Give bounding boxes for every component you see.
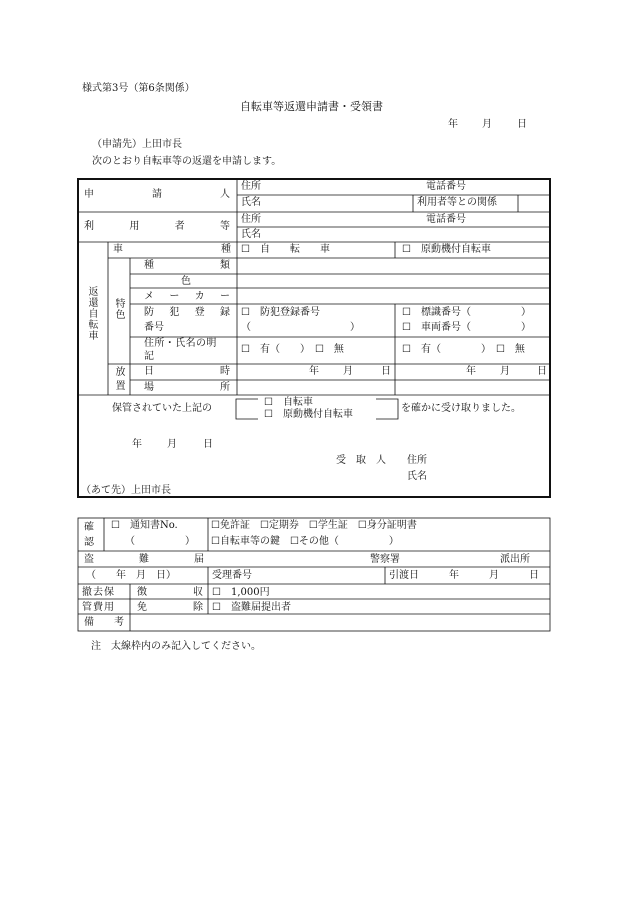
form-title: 自転車等返還申請書・受領書	[240, 100, 383, 113]
docs-line-1[interactable]: ☐免許証 ☐定期券 ☐学生証 ☐身分証明書	[211, 520, 417, 531]
user-name-label: 氏名	[241, 229, 261, 240]
receipt-date-year: 年	[132, 439, 142, 450]
plate-option[interactable]: ☐ 標識番号（ ）	[402, 307, 531, 318]
left-time-month: 月	[500, 366, 510, 377]
exempt-label: 免 除	[137, 602, 203, 613]
receipt-date-day: 日	[203, 439, 213, 450]
applicant-relation-label: 利用者等との関係	[417, 197, 497, 208]
notice-paren: （ ）	[125, 536, 195, 547]
receipt-date-month: 月	[167, 439, 177, 450]
features-label: 特色	[113, 298, 124, 320]
footer-note: 注 太線枠内のみ記入してください。	[91, 641, 261, 652]
left-label: 放置	[113, 366, 124, 394]
remarks-label: 備 考	[84, 617, 124, 628]
left-date-day: 日	[381, 366, 391, 377]
user-label: 利 用 者 等	[84, 221, 230, 232]
form-number: 様式第3号（第6条関係）	[82, 83, 195, 94]
type-label: 種 類	[144, 260, 230, 271]
datetime-label: 日 時	[144, 366, 230, 377]
receiver-address-label: 住所	[407, 455, 427, 466]
fee-label-1: 撤去保	[82, 587, 115, 598]
receiver-label: 受 取 人	[336, 455, 386, 466]
docs-line-2[interactable]: ☐自転車等の鍵 ☐その他（ ）	[211, 536, 399, 547]
left-time-day: 日	[537, 366, 547, 377]
place-label: 場 所	[144, 382, 230, 393]
handover-date: 引渡日 年 月 日	[389, 570, 539, 581]
fee-label-2: 管費用	[82, 602, 115, 613]
collect-label: 徴 収	[137, 587, 203, 598]
owner-option-right[interactable]: ☐ 有（ ） ☐ 無	[402, 344, 525, 355]
crime-reg-paren-open: （	[241, 322, 251, 333]
applicant-address-label: 住所	[241, 181, 261, 192]
receipt-opt-moped[interactable]: ☐ 原動機付自転車	[264, 409, 353, 420]
recipient: （申請先）上田市長	[92, 139, 182, 150]
confirm-label-1: 確	[84, 522, 94, 533]
receipt-opt-bicycle[interactable]: ☐ 自転車	[264, 397, 313, 408]
vehicle-section-label: 返還自転車	[86, 286, 97, 341]
crime-reg-label-2: 番号	[144, 322, 164, 333]
left-time-year: 年	[466, 366, 476, 377]
kind-label: 車 種	[113, 244, 231, 255]
receiver-name-label: 氏名	[407, 471, 427, 482]
kind-option-bicycle[interactable]: ☐ 自 転 車	[241, 244, 330, 255]
receipt-no-label: 受理番号	[212, 570, 252, 581]
owner-label-2: 記	[144, 351, 154, 362]
theft-label: 盗 難 届	[84, 554, 204, 565]
intro-text: 次のとおり自転車等の返還を申請します。	[92, 156, 282, 167]
left-date-year: 年	[309, 366, 319, 377]
owner-label: 住所・氏名の明	[144, 338, 217, 349]
user-phone-label: 電話番号	[426, 214, 466, 225]
user-address-label: 住所	[241, 214, 261, 225]
receipt-suffix: を確かに受け取りました。	[401, 403, 521, 414]
left-date-month: 月	[343, 366, 353, 377]
receipt-prefix: 保管されていた上記の	[112, 403, 212, 414]
crime-reg-label: 防 犯 登 録	[144, 307, 230, 318]
vehicle-no-option[interactable]: ☐ 車両番号（ ）	[402, 322, 531, 333]
police-label: 警察署	[370, 554, 400, 565]
applicant-label: 申 請 人	[84, 189, 230, 200]
color-label: 色	[181, 276, 191, 287]
notice-no[interactable]: ☐ 通知書No.	[111, 520, 178, 531]
date-day: 日	[517, 119, 527, 130]
date-year: 年	[448, 119, 458, 130]
theft-submitter[interactable]: ☐ 盗難届提出者	[212, 602, 291, 613]
fee-amount[interactable]: ☐ 1,000円	[212, 587, 270, 598]
date-month: 月	[482, 119, 492, 130]
applicant-phone-label: 電話番号	[426, 181, 466, 192]
owner-option-left[interactable]: ☐ 有（ ） ☐ 無	[241, 344, 344, 355]
theft-date: （ 年 月 日）	[86, 570, 176, 581]
koban-label: 派出所	[500, 554, 530, 565]
maker-label: メ ー カ ー	[144, 291, 230, 302]
confirm-label-2: 認	[84, 537, 94, 548]
applicant-name-label: 氏名	[241, 197, 261, 208]
kind-option-moped[interactable]: ☐ 原動機付自転車	[402, 244, 491, 255]
crime-reg-option[interactable]: ☐ 防犯登録番号	[241, 307, 320, 318]
crime-reg-paren-close: ）	[350, 322, 360, 333]
addressee: （あて先）上田市長	[81, 485, 171, 496]
